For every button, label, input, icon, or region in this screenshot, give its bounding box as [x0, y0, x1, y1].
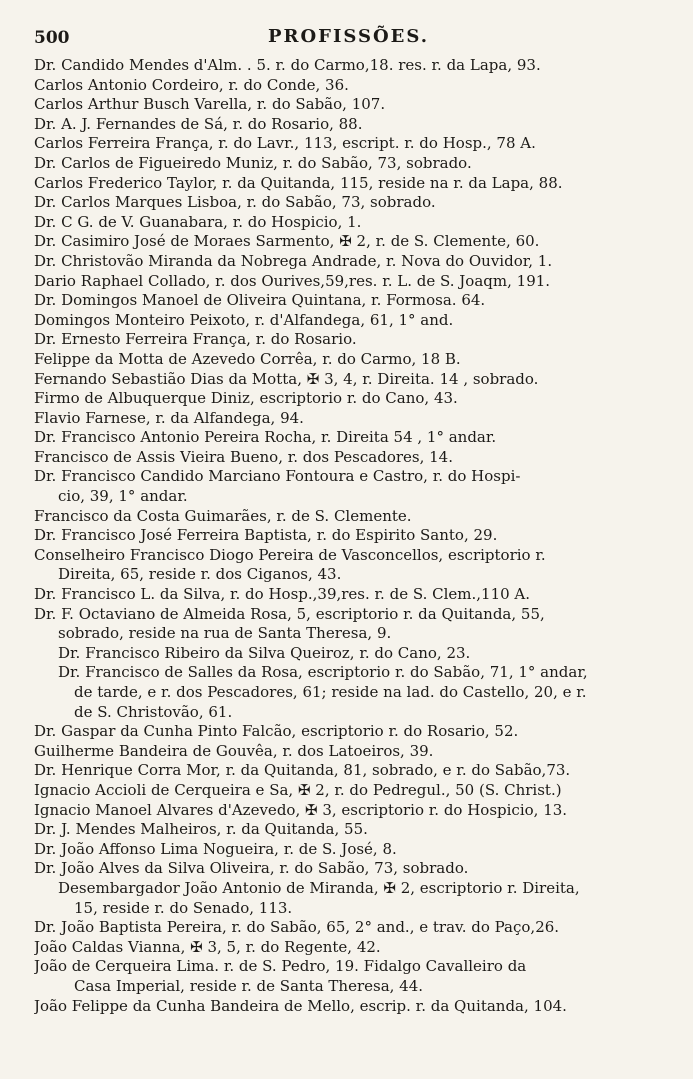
- entry: Carlos Frederico Taylor, r. da Quitanda, 115, reside na r. da Lapa, 88.: [34, 173, 563, 192]
- entry-continuation: 15, reside r. do Senado, 113.: [74, 898, 293, 917]
- entry-continuation: Casa Imperial, reside r. de Santa Theresa, 44.: [74, 976, 424, 995]
- entry: Francisco de Assis Vieira Bueno, r. dos Pescadores, 14.: [34, 447, 453, 466]
- entry: Flavio Farnese, r. da Alfandega, 94.: [34, 408, 304, 427]
- entry: Dario Raphael Collado, r. dos Ourives,59,res. r. L. de S. Joaqm, 191.: [34, 271, 551, 290]
- entry: Dr. F. Octaviano de Almeida Rosa, 5, escriptorio r. da Quitanda, 55,: [34, 604, 545, 623]
- entry: João Felippe da Cunha Bandeira de Mello, escrip. r. da Quitanda, 104.: [34, 996, 567, 1015]
- entry: João de Cerqueira Lima. r. de S. Pedro, 19. Fidalgo Cavalleiro da: [34, 957, 527, 976]
- entry: Dr. Gaspar da Cunha Pinto Falcão, escriptorio r. do Rosario, 52.: [34, 722, 519, 741]
- entry: Dr. João Affonso Lima Nogueira, r. de S. José, 8.: [34, 839, 397, 858]
- entry: Dr. Domingos Manoel de Oliveira Quintana, r. Formosa. 64.: [34, 291, 486, 310]
- entry: Francisco da Costa Guimarães, r. de S. Clemente.: [34, 506, 412, 525]
- entry-continuation: sobrado, reside na rua de Santa Theresa, 9.: [58, 624, 392, 643]
- entry: Dr. Francisco Antonio Pereira Rocha, r. Direita 54 , 1° andar.: [34, 428, 497, 447]
- entry: Desembargador João Antonio de Miranda, ✠ 2, escriptorio r. Direita,: [58, 878, 580, 897]
- entry: Dr. Carlos de Figueiredo Muniz, r. do Sabão, 73, sobrado.: [34, 153, 472, 172]
- entry: João Caldas Vianna, ✠ 3, 5, r. do Regente, 42.: [34, 937, 381, 956]
- entry-continuation: de tarde, e r. dos Pescadores, 61; reside na lad. do Castello, 20, e r.: [74, 683, 587, 701]
- entry: Domingos Monteiro Peixoto, r. d'Alfandega, 61, 1° and.: [34, 310, 454, 329]
- entry-continuation: Direita, 65, reside r. dos Ciganos, 43.: [58, 565, 342, 584]
- entry: Dr. A. J. Fernandes de Sá, r. do Rosario, 88.: [34, 114, 363, 133]
- entry: Dr. J. Mendes Malheiros, r. da Quitanda, 55.: [34, 820, 368, 839]
- entry: Dr. Henrique Corra Mor, r. da Quitanda, 81, sobrado, e r. do Sabão,73.: [34, 761, 571, 780]
- entry: Fernando Sebastião Dias da Motta, ✠ 3, 4, r. Direita. 14 , sobrado.: [34, 369, 539, 388]
- entry: Dr. Francisco de Salles da Rosa, escriptorio r. do Sabão, 71, 1° andar,: [58, 663, 588, 682]
- directory-entries: [34, 56, 671, 1016]
- entry: Dr. Candido Mendes d'Alm. . 5. r. do Carmo,18. res. r. da Lapa, 93.: [34, 56, 541, 74]
- entry: Carlos Ferreira França, r. do Lavr., 113, escript. r. do Hosp., 78 A.: [34, 134, 536, 153]
- entry: Dr. João Baptista Pereira, r. do Sabão, 65, 2° and., e trav. do Paço,26.: [34, 918, 560, 937]
- entry: Dr. Carlos Marques Lisboa, r. do Sabão, 73, sobrado.: [34, 193, 436, 212]
- entry: Firmo de Albuquerque Diniz, escriptorio r. do Cano, 43.: [34, 389, 458, 408]
- entry-continuation: de S. Christovão, 61.: [74, 702, 233, 721]
- entry: Carlos Arthur Busch Varella, r. do Sabão, 107.: [34, 95, 386, 114]
- running-title: PROFISSÕES.: [268, 26, 429, 47]
- entry: Dr. João Alves da Silva Oliveira, r. do Sabão, 73, sobrado.: [34, 859, 469, 878]
- entry: Dr. Christovão Miranda da Nobrega Andrade, r. Nova do Ouvidor, 1.: [34, 251, 553, 270]
- entry: Dr. Francisco L. da Silva, r. do Hosp.,39,res. r. de S. Clem.,110 A.: [34, 585, 531, 604]
- entry: Dr. C G. de V. Guanabara, r. do Hospicio, 1.: [34, 212, 362, 231]
- entry: Dr. Francisco Candido Marciano Fontoura e Castro, r. do Hospi-: [34, 467, 521, 486]
- entry: Dr. Ernesto Ferreira França, r. do Rosario.: [34, 330, 357, 349]
- entry: Guilherme Bandeira de Gouvêa, r. dos Latoeiros, 39.: [34, 741, 434, 760]
- entry: Carlos Antonio Cordeiro, r. do Conde, 36.: [34, 75, 349, 94]
- entry: Conselheiro Francisco Diogo Pereira de Vasconcellos, escriptorio r.: [34, 545, 546, 564]
- entry: Ignacio Accioli de Cerqueira e Sa, ✠ 2, r. do Pedregul., 50 (S. Christ.): [34, 780, 562, 799]
- entry: Ignacio Manoel Alvares d'Azevedo, ✠ 3, escriptorio r. do Hospicio, 13.: [34, 800, 568, 819]
- entry: Dr. Francisco Ribeiro da Silva Queiroz, r. do Cano, 23.: [58, 643, 471, 662]
- entry: Dr. Francisco José Ferreira Baptista, r. do Espirito Santo, 29.: [34, 526, 498, 545]
- entry: Felippe da Motta de Azevedo Corrêa, r. do Carmo, 18 B.: [34, 349, 461, 368]
- entry-continuation: cio, 39, 1° andar.: [58, 487, 188, 506]
- page-number: 500: [34, 28, 70, 48]
- page-header: [34, 26, 663, 50]
- entry: Dr. Casimiro José de Moraes Sarmento, ✠ 2, r. de S. Clemente, 60.: [34, 232, 540, 251]
